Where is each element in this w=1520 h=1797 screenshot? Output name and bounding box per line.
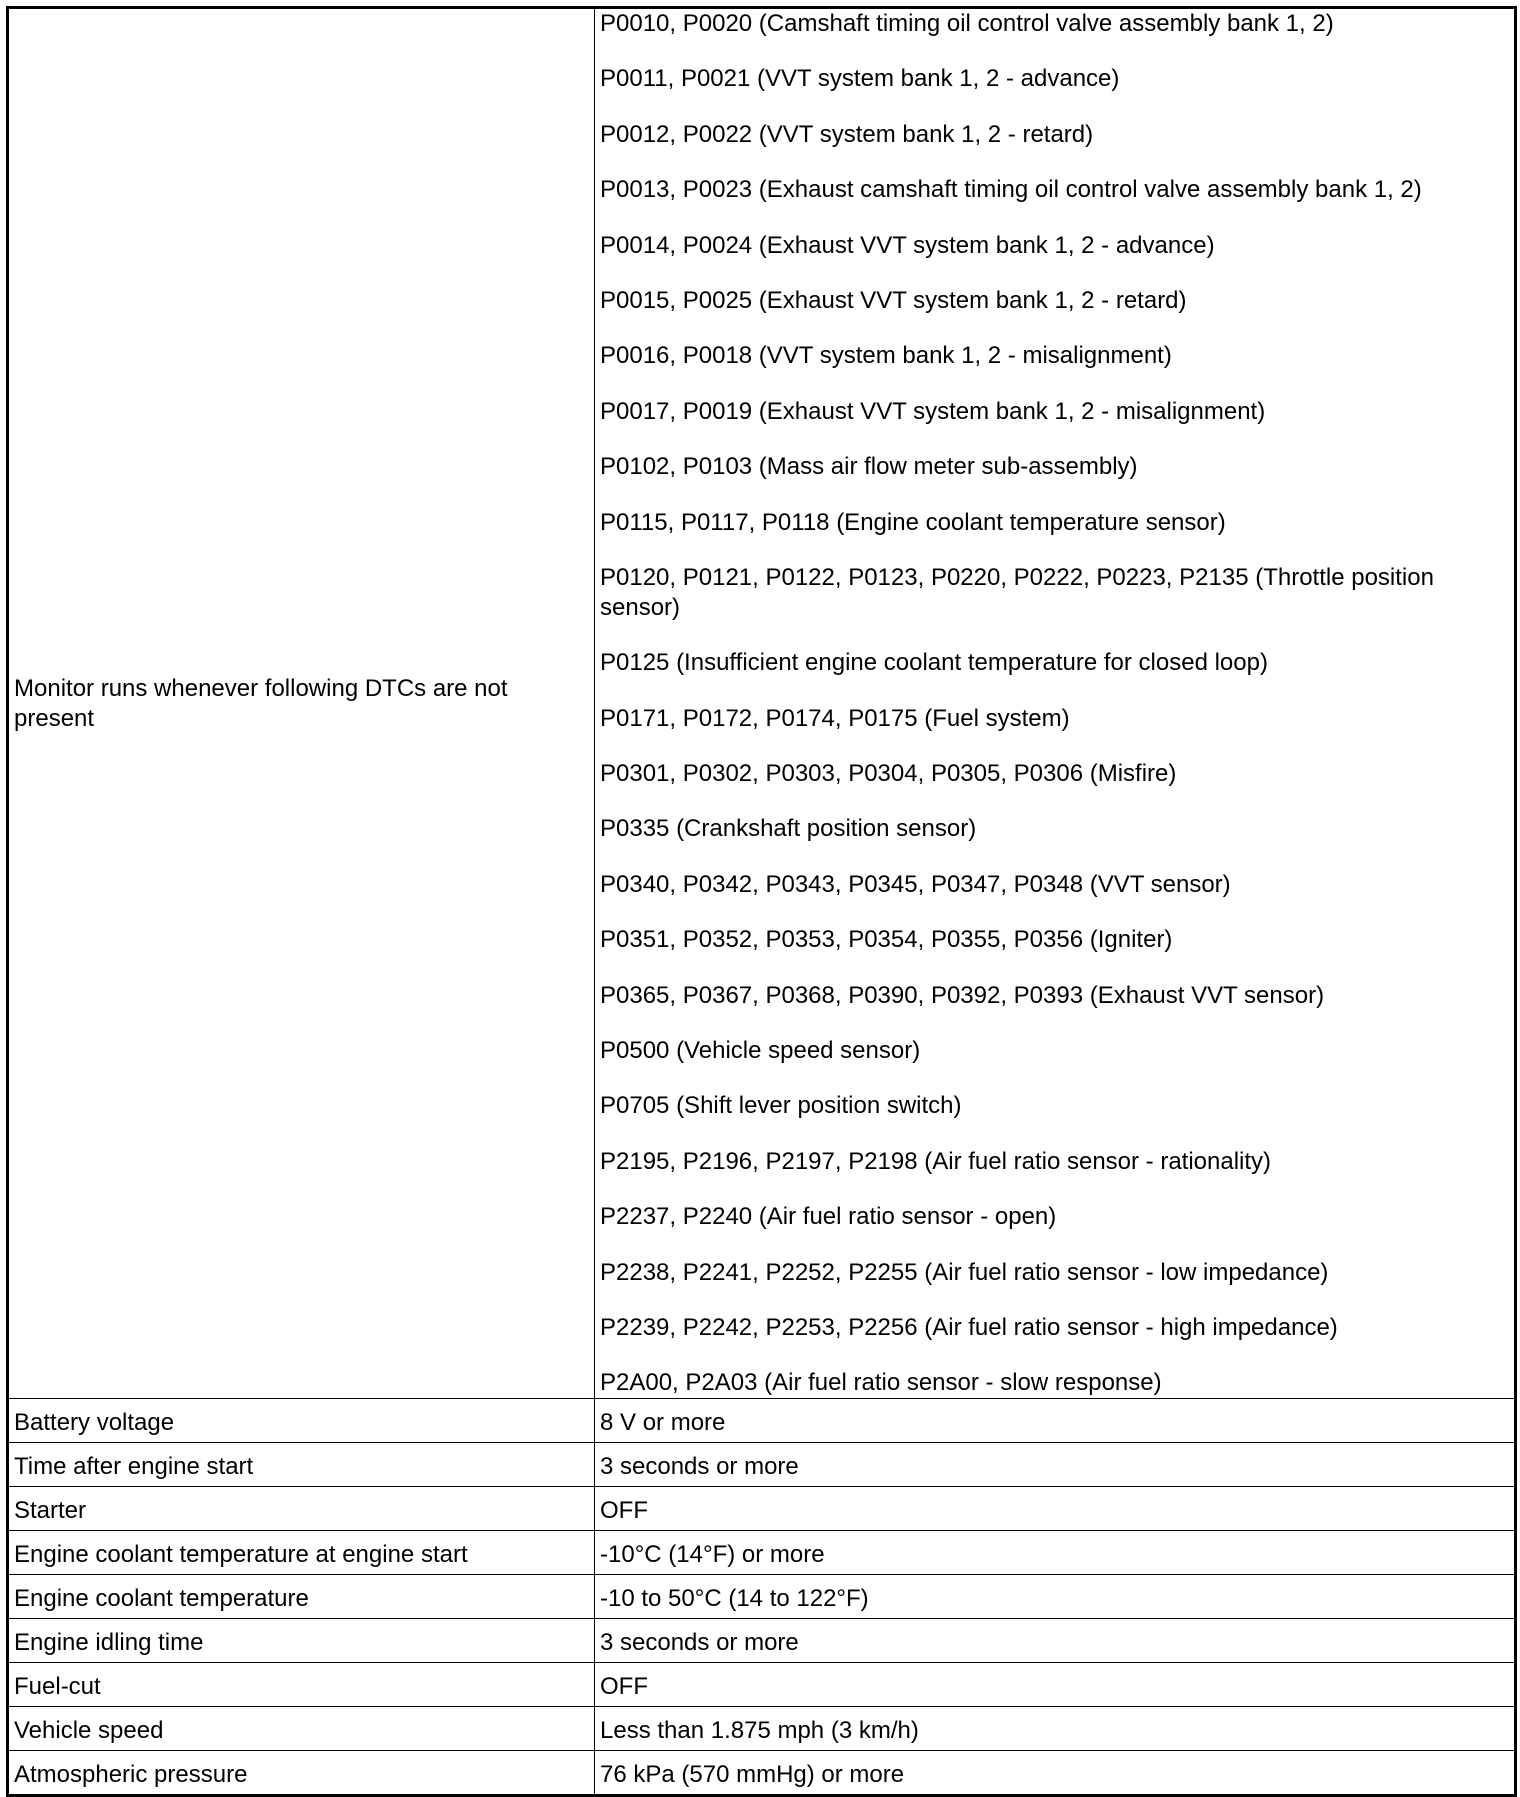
dtc-item: P0171, P0172, P0174, P0175 (Fuel system) bbox=[600, 704, 1070, 732]
condition-row-fuel-cut bbox=[8, 1663, 1516, 1707]
dtc-item: P0351, P0352, P0353, P0354, P0355, P0356 (Igniter) bbox=[600, 926, 1173, 954]
dtc-item: P0102, P0103 (Mass air flow meter sub-assembly) bbox=[600, 453, 1138, 481]
dtc-row bbox=[8, 8, 1516, 1399]
condition-label: Atmospheric pressure bbox=[8, 1751, 595, 1796]
dtc-item: P0500 (Vehicle speed sensor) bbox=[600, 1037, 921, 1065]
condition-value: 8 V or more bbox=[595, 1399, 1516, 1443]
condition-label: Starter bbox=[8, 1487, 595, 1531]
dtc-item: P0015, P0025 (Exhaust VVT system bank 1, 2 - retard) bbox=[600, 286, 1187, 314]
dtc-section-label: Monitor runs whenever following DTCs are not present bbox=[8, 8, 595, 1399]
dtc-item: P2237, P2240 (Air fuel ratio sensor - open) bbox=[600, 1203, 1057, 1231]
condition-label: Engine idling time bbox=[8, 1619, 595, 1663]
dtc-list bbox=[595, 8, 1516, 1399]
condition-row-battery-voltage bbox=[8, 1399, 1516, 1443]
dtc-item: P0365, P0367, P0368, P0390, P0392, P0393 (Exhaust VVT sensor) bbox=[600, 981, 1325, 1009]
dtc-item: P0014, P0024 (Exhaust VVT system bank 1, 2 - advance) bbox=[600, 231, 1215, 259]
condition-row-time-after-engine-start bbox=[8, 1443, 1516, 1487]
dtc-item: P2239, P2242, P2253, P2256 (Air fuel ratio sensor - high impedance) bbox=[600, 1313, 1338, 1341]
condition-label: Engine coolant temperature bbox=[8, 1575, 595, 1619]
condition-value: 3 seconds or more bbox=[595, 1443, 1516, 1487]
dtc-item: P0010, P0020 (Camshaft timing oil control valve assembly bank 1, 2) bbox=[600, 10, 1334, 37]
dtc-item: P0120, P0121, P0122, P0123, P0220, P0222, P0223, P2135 (Throttle position sensor) bbox=[600, 563, 1434, 621]
condition-label: Engine coolant temperature at engine start bbox=[8, 1531, 595, 1575]
dtc-item: P0016, P0018 (VVT system bank 1, 2 - misalignment) bbox=[600, 342, 1172, 370]
condition-row-vehicle-speed bbox=[8, 1707, 1516, 1751]
condition-row-starter bbox=[8, 1487, 1516, 1531]
condition-label: Time after engine start bbox=[8, 1443, 595, 1487]
condition-value: -10 to 50°C (14 to 122°F) bbox=[595, 1575, 1516, 1619]
condition-value: OFF bbox=[595, 1663, 1516, 1707]
dtc-item: P0335 (Crankshaft position sensor) bbox=[600, 815, 977, 843]
condition-value: 76 kPa (570 mmHg) or more bbox=[595, 1751, 1516, 1796]
condition-value: OFF bbox=[595, 1487, 1516, 1531]
condition-label: Battery voltage bbox=[8, 1399, 595, 1443]
dtc-item: P0012, P0022 (VVT system bank 1, 2 - retard) bbox=[600, 120, 1094, 148]
condition-row-coolant-temp bbox=[8, 1575, 1516, 1619]
condition-row-atmospheric-pressure bbox=[8, 1751, 1516, 1796]
dtc-item: P0115, P0117, P0118 (Engine coolant temperature sensor) bbox=[600, 508, 1226, 536]
condition-value: Less than 1.875 mph (3 km/h) bbox=[595, 1707, 1516, 1751]
dtc-item: P0017, P0019 (Exhaust VVT system bank 1, 2 - misalignment) bbox=[600, 397, 1266, 425]
dtc-item: P0013, P0023 (Exhaust camshaft timing oil control valve assembly bank 1, 2) bbox=[600, 176, 1422, 204]
condition-row-coolant-temp-at-start bbox=[8, 1531, 1516, 1575]
dtc-item: P2238, P2241, P2252, P2255 (Air fuel ratio sensor - low impedance) bbox=[600, 1258, 1329, 1286]
monitor-conditions-table bbox=[6, 6, 1517, 1797]
dtc-item: P2195, P2196, P2197, P2198 (Air fuel ratio sensor - rationality) bbox=[600, 1147, 1272, 1175]
dtc-item: P0301, P0302, P0303, P0304, P0305, P0306 (Misfire) bbox=[600, 760, 1177, 788]
condition-value: -10°C (14°F) or more bbox=[595, 1531, 1516, 1575]
dtc-item: P2A00, P2A03 (Air fuel ratio sensor - slow response) bbox=[600, 1369, 1162, 1397]
dtc-item: P0125 (Insufficient engine coolant temperature for closed loop) bbox=[600, 649, 1268, 677]
condition-label: Fuel-cut bbox=[8, 1663, 595, 1707]
dtc-item: P0340, P0342, P0343, P0345, P0347, P0348 (VVT sensor) bbox=[600, 870, 1231, 898]
dtc-item: P0011, P0021 (VVT system bank 1, 2 - advance) bbox=[600, 65, 1120, 93]
condition-row-idling-time bbox=[8, 1619, 1516, 1663]
condition-label: Vehicle speed bbox=[8, 1707, 595, 1751]
dtc-item: P0705 (Shift lever position switch) bbox=[600, 1092, 962, 1120]
condition-value: 3 seconds or more bbox=[595, 1619, 1516, 1663]
